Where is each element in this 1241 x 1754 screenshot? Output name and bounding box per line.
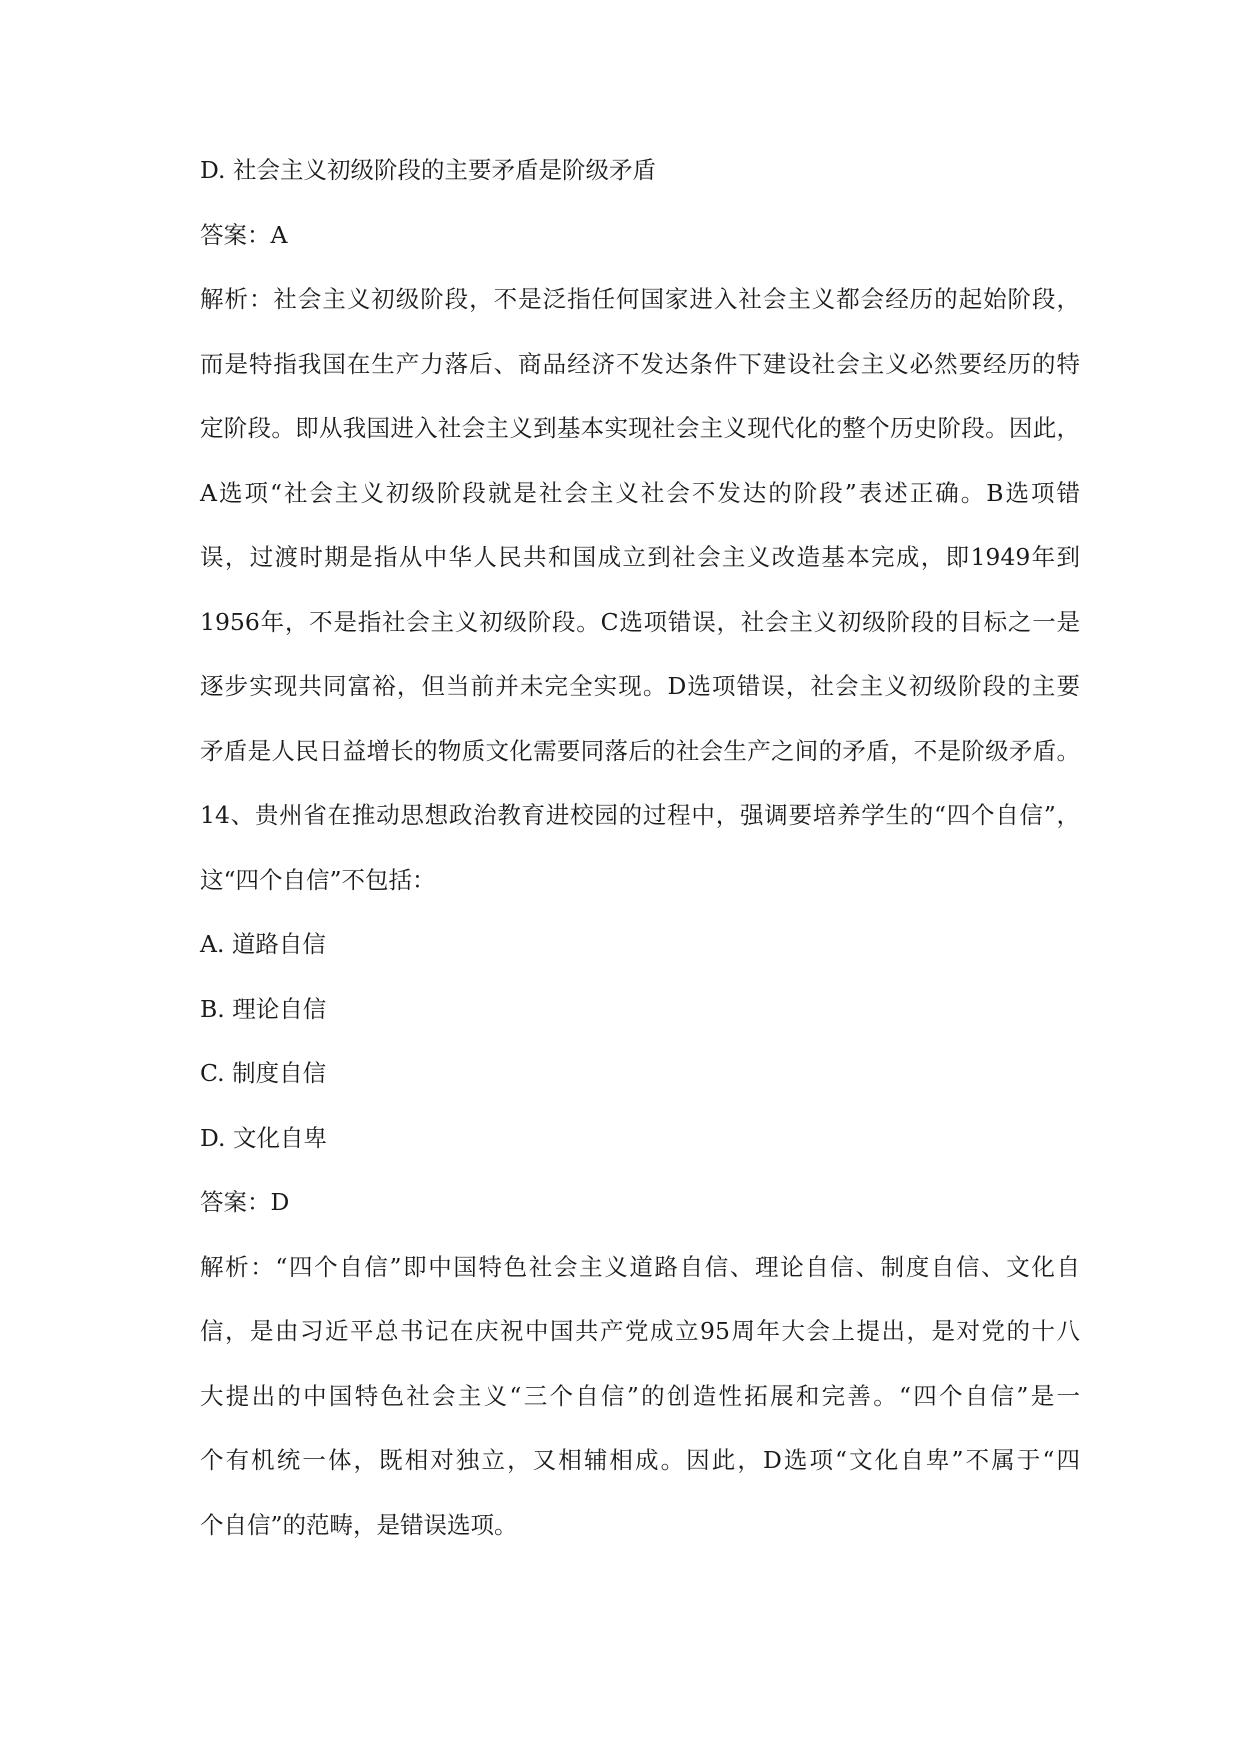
q13-analysis-line: A选项“社会主义初级阶段就是社会主义社会不发达的阶段”表述正确。B选项错: [200, 478, 1080, 507]
q14-analysis: [200, 1235, 1080, 1558]
q13-option-d: D. 社会主义初级阶段的主要矛盾是阶级矛盾: [200, 156, 656, 184]
q14-analysis-line: 个有机统一体，既相对独立，又相辅相成。因此，D选项“文化自卑”不属于“四: [200, 1446, 1080, 1474]
q14-analysis-line: 信，是由习近平总书记在庆祝中国共产党成立95周年大会上提出，是对党的十八: [200, 1317, 1080, 1345]
q13-analysis-line: 矛盾是人民日益增长的物质文化需要同落后的社会生产之间的矛盾，不是阶级矛盾。: [200, 736, 1080, 765]
q14-stem: [200, 783, 1080, 912]
q13-analysis-line: 定阶段。即从我国进入社会主义到基本实现社会主义现代化的整个历史阶段。因此，: [200, 414, 1080, 442]
q13-analysis-line: 1956年，不是指社会主义初级阶段。C选项错误，社会主义初级阶段的目标之一是: [200, 607, 1080, 636]
q14-stem-line: 这“四个自信”不包括：: [200, 865, 436, 894]
q14-analysis-line: 大提出的中国特色社会主义“三个自信”的创造性拓展和完善。“四个自信”是一: [200, 1381, 1080, 1410]
q14-option-b: B. 理论自信: [200, 994, 327, 1023]
q13-analysis-line: 误，过渡时期是指从中华人民共和国成立到社会主义改造基本完成，即1949年到: [200, 543, 1080, 571]
q13-analysis-line: 解析：社会主义初级阶段，不是泛指任何国家进入社会主义都会经历的起始阶段，: [200, 285, 1080, 313]
document-page: [200, 138, 1080, 1557]
q13-analysis: [200, 267, 1080, 783]
q14-analysis-line: 个自信”的范畴，是错误选项。: [200, 1510, 518, 1539]
q14-option-d: D. 文化自卑: [200, 1123, 327, 1152]
q14-option-a: A. 道路自信: [200, 930, 326, 958]
q14-answer: 答案：D: [200, 1188, 290, 1216]
q13-answer: 答案：A: [200, 220, 288, 249]
q14-analysis-line: 解析：“四个自信”即中国特色社会主义道路自信、理论自信、制度自信、文化自: [200, 1252, 1080, 1281]
q14-stem-line: 14、贵州省在推动思想政治教育进校园的过程中，强调要培养学生的“四个自信”，: [200, 801, 1080, 829]
q13-analysis-line: 逐步实现共同富裕，但当前并未完全实现。D选项错误，社会主义初级阶段的主要: [200, 672, 1080, 700]
q14-options: [200, 912, 1080, 1170]
q14-option-c: C. 制度自信: [200, 1059, 327, 1087]
q13-analysis-line: 而是特指我国在生产力落后、商品经济不发达条件下建设社会主义必然要经历的特: [200, 349, 1080, 378]
